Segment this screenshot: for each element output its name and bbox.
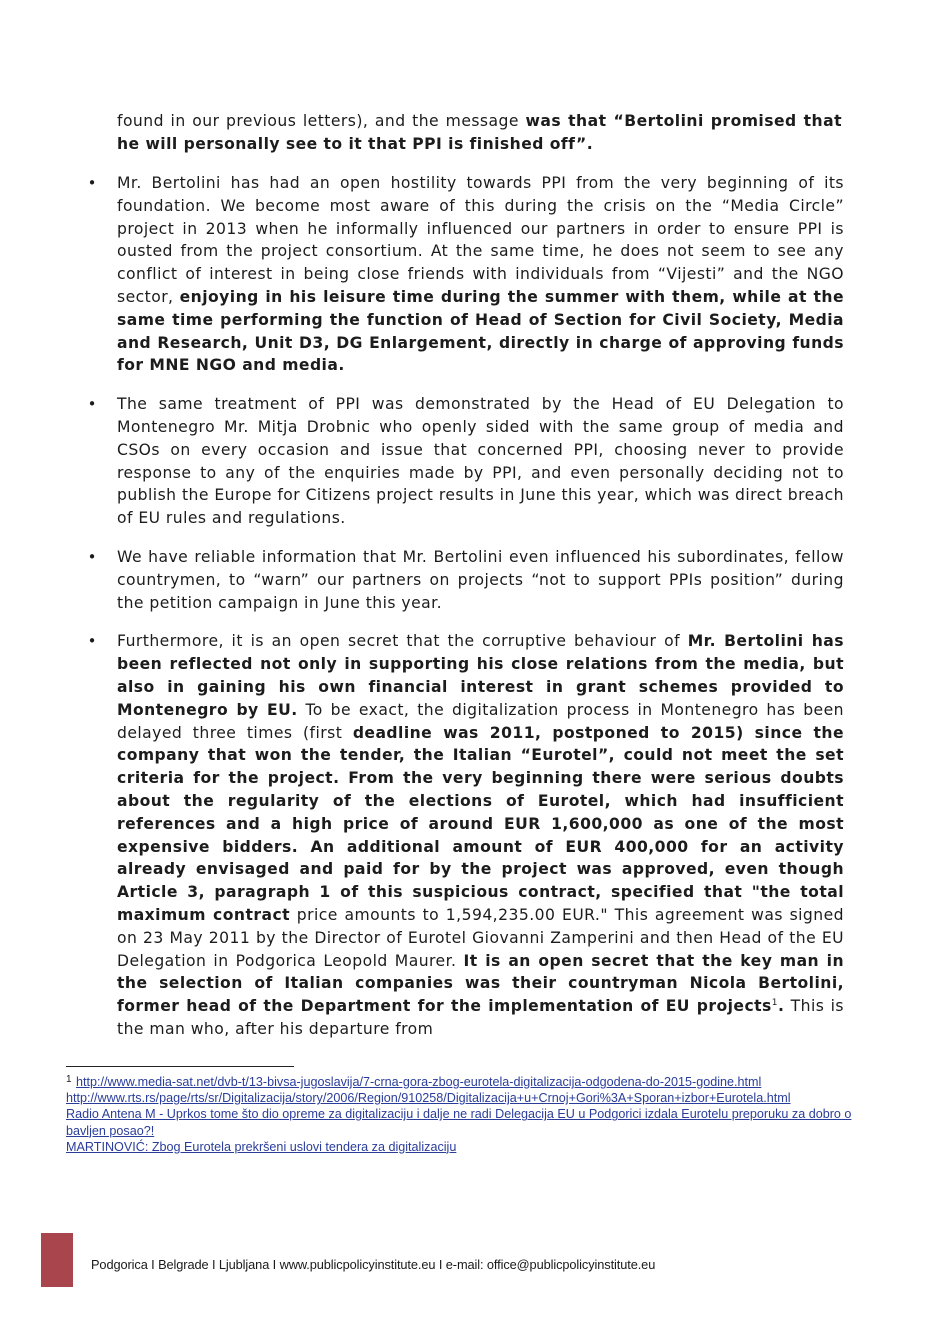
continuation-paragraph — [117, 110, 842, 156]
footnote-reference[interactable]: 1 — [771, 997, 778, 1008]
bullet-dot-icon: • — [87, 174, 97, 192]
paragraph-text: The same treatment of PPI was demonstrated by the Head of EU Delegation to Montenegro Mr. Mitja Drobnic who openly sided with the same group of media and CSOs on every occasion and issue that concerned PPI, choosing never to provide response to any of the enquiries made by PPI, and even personally deciding not to publish the Europe for Citizens project results in June this year, which was direct breach of EU rules and regulations. — [117, 395, 844, 528]
paragraph-bold-text: enjoying in his leisure time during the summer with them, while at the same time performing the function of Head of Section for Civil Society, Media and Research, Unit D3, DG Enlargement, directly in charge of approving funds for MNE NGO and media. — [117, 287, 844, 375]
paragraph-text: We have reliable information that Mr. Bertolini even influenced his subordinates, fellow countrymen, to “warn” our partners on projects “not to support PPIs position” during the petition campaign in June this year. — [117, 547, 844, 612]
paragraph-bold-text: . — [777, 997, 785, 1016]
paragraph-bold-text: Mr. Bertolini has been reflected not only in supporting his close relations from the media, but also in gaining his own financial interest in grant schemes provided to Montenegro by EU. — [117, 632, 844, 719]
bullet-list — [86, 172, 844, 1057]
footnote-link-martinovic[interactable]: MARTINOVIĆ: Zbog Eurotela prekršeni uslovi tendera za digitalizaciju — [66, 1139, 457, 1154]
paragraph-text: Furthermore, it is an open secret that the corruptive behaviour of — [117, 632, 688, 651]
footnote-link-rts[interactable]: http://www.rts.rs/page/rts/sr/Digitalizacija/story/2006/Region/910258/Digitalizacija+u+Crnoj+Gori%3A+Sporan+izbor+Eurotela.html — [66, 1091, 791, 1106]
footnote-link-antena-m[interactable]: Radio Antena M - Uprkos tome što dio opreme za digitalizaciju i dalje ne radi Delegacija EU u Podgorici izdala Eurotelu preporuku za dobro obavljen posao?! — [66, 1107, 852, 1138]
footnote-link-media-sat[interactable]: http://www.media-sat.net/dvb-t/13-bivsa-jugoslavija/7-crna-gora-zbog-eurotela-digitalizacija-odgodena-do-2015-godine.html — [76, 1075, 762, 1089]
bullet-dot-icon: • — [87, 547, 97, 566]
bullet-item-subordinates — [86, 546, 844, 614]
footer-accent-bar — [41, 1233, 73, 1287]
footnote-separator — [66, 1066, 294, 1067]
bullet-paragraph — [117, 172, 844, 377]
bullet-item-corruption — [86, 630, 844, 1040]
paragraph-text: found in our previous letters), and the message — [117, 112, 526, 130]
bullet-dot-icon: • — [87, 632, 97, 651]
bullet-dot-icon: • — [87, 395, 97, 414]
bullet-item-delegation — [86, 393, 844, 530]
footer-contact: Podgorica I Belgrade I Ljubljana I www.publicpolicyinstitute.eu I e-mail: office@publicpolicyinstitute.eu — [91, 1257, 656, 1272]
bullet-paragraph — [117, 393, 844, 530]
bullet-item-hostility — [86, 172, 844, 377]
bullet-paragraph — [117, 546, 844, 614]
paragraph-text: price amounts to 1,594,235.00 EUR." This agreement was signed on 23 May 2011 by the Director of Eurotel Giovanni Zamperini and then Head of the EU Delegation in Podgorica Leopold Maurer. — [117, 905, 845, 970]
paragraph-text: To be exact, the digitalization process in Montenegro has been delayed three times (first — [117, 700, 844, 742]
bullet-paragraph — [117, 630, 844, 1040]
footnote-number: 1 — [66, 1074, 72, 1085]
paragraph-text: Mr. Bertolini has had an open hostility towards PPI from the very beginning of its foundation. We become most aware of this during the crisis on the “Media Circle” project in 2013 when he informally influenced our partners in order to ensure PPI is ousted from the project consortium. At the same time, he does not seem to see any conflict of interest in being close friends with individuals from “Vijesti” and the NGO sector, — [117, 174, 844, 306]
paragraph-bold-text: deadline was 2011, postponed to 2015) since the company that won the tender, the Italian “Eurotel”, could not meet the set criteria for the project. From the very beginning there were serious doubts about the regularity of the elections of Eurotel, which had insufficient references and a high price of around EUR 1,600,000 as one of the most expensive bidders. An additional amount of EUR 400,000 for an activity already envisaged and paid for by the project was approved, even though Article 3, paragraph 1 of this suspicious contract, specified that "the total maximum contract — [117, 723, 844, 924]
paragraph-bold-text: It is an open secret that the key man in the selection of Italian companies was their countryman Nicola Bertolini, former head of the Department for the implementation of EU projects — [117, 951, 844, 1016]
footnotes — [66, 1074, 856, 1155]
paragraph-bold-text: was that “Bertolini promised that he will personally see to it that PPI is finished off”. — [117, 112, 842, 153]
paragraph-text: This is the man who, after his departure from — [117, 997, 845, 1038]
